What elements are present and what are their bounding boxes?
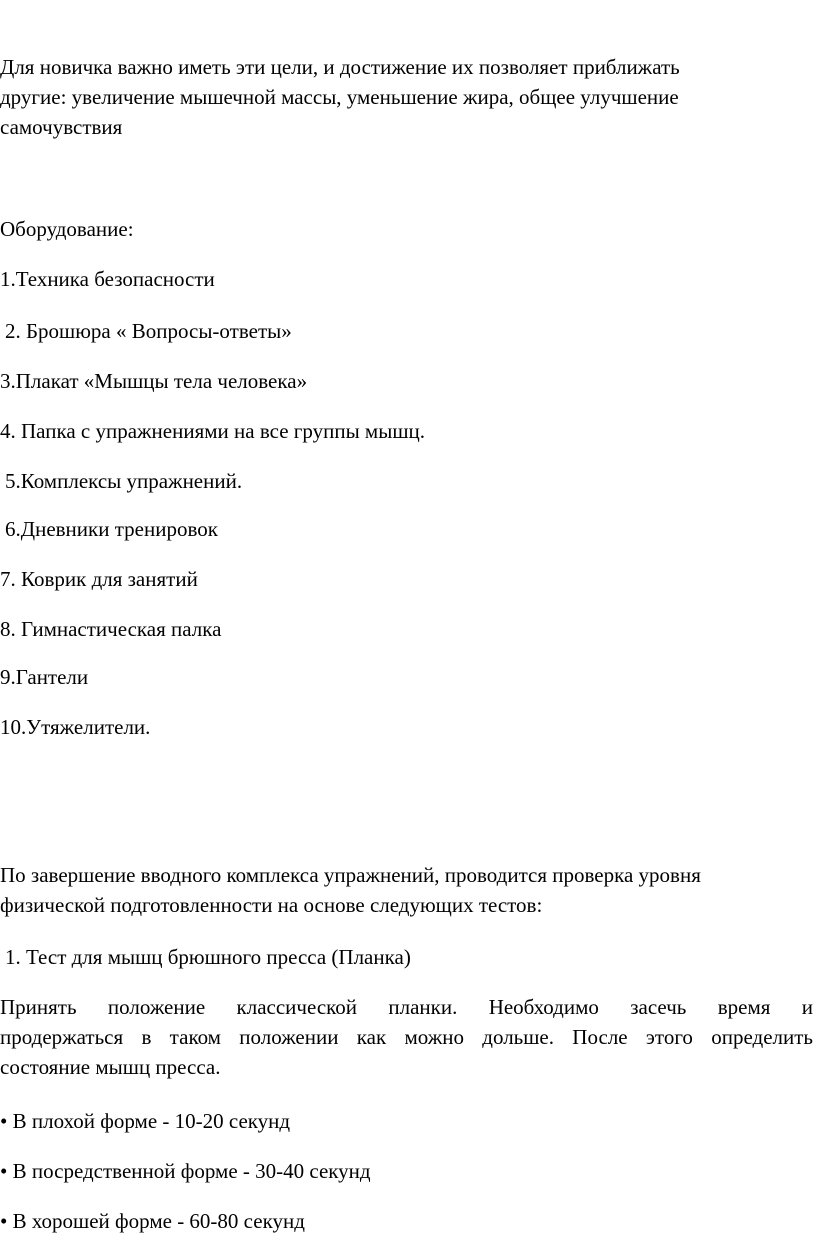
intro-line: другие: увеличение мышечной массы, уменьшение жира, общее улучшение xyxy=(0,85,679,109)
testing-intro-line: По завершение вводного комплекса упражнений, проводится проверка уровня xyxy=(0,863,701,887)
result-item: • В плохой форме - 10-20 секунд xyxy=(0,1109,291,1133)
test1-description-line: состояние мышц пресса. xyxy=(0,1055,221,1079)
equipment-item: 7. Коврик для занятий xyxy=(0,567,198,591)
equipment-heading: Оборудование: xyxy=(0,217,134,241)
equipment-item: 1.Техника безопасности xyxy=(0,267,215,291)
result-item: • В посредственной форме - 30-40 секунд xyxy=(0,1159,371,1183)
equipment-item: 10.Утяжелители. xyxy=(0,715,151,739)
testing-intro xyxy=(0,860,813,920)
intro-paragraph xyxy=(0,52,813,142)
intro-line: самочувствия xyxy=(0,115,123,139)
test1-description xyxy=(0,992,813,1082)
test1-description-line: продержаться в таком положении как можно дольше. После этого определить xyxy=(0,1025,813,1049)
result-item: • В хорошей форме - 60-80 секунд xyxy=(0,1209,305,1233)
test1-title: 1. Тест для мышц брюшного пресса (Планка) xyxy=(5,945,411,969)
equipment-item: 4. Папка с упражнениями на все группы мышц. xyxy=(0,419,425,443)
equipment-item: 6.Дневники тренировок xyxy=(5,517,218,541)
equipment-item: 9.Гантели xyxy=(0,665,89,689)
equipment-item: 2. Брошюра « Вопросы-ответы» xyxy=(5,319,292,343)
test1-description-line: Принять положение классической планки. Необходимо засечь время и xyxy=(0,995,813,1019)
equipment-item: 8. Гимнастическая палка xyxy=(0,617,222,641)
testing-intro-line: физической подготовленности на основе следующих тестов: xyxy=(0,893,543,917)
equipment-item: 5.Комплексы упражнений. xyxy=(5,469,243,493)
equipment-item: 3.Плакат «Мышцы тела человека» xyxy=(0,369,308,393)
intro-line: Для новичка важно иметь эти цели, и достижение их позволяет приближать xyxy=(0,55,680,79)
